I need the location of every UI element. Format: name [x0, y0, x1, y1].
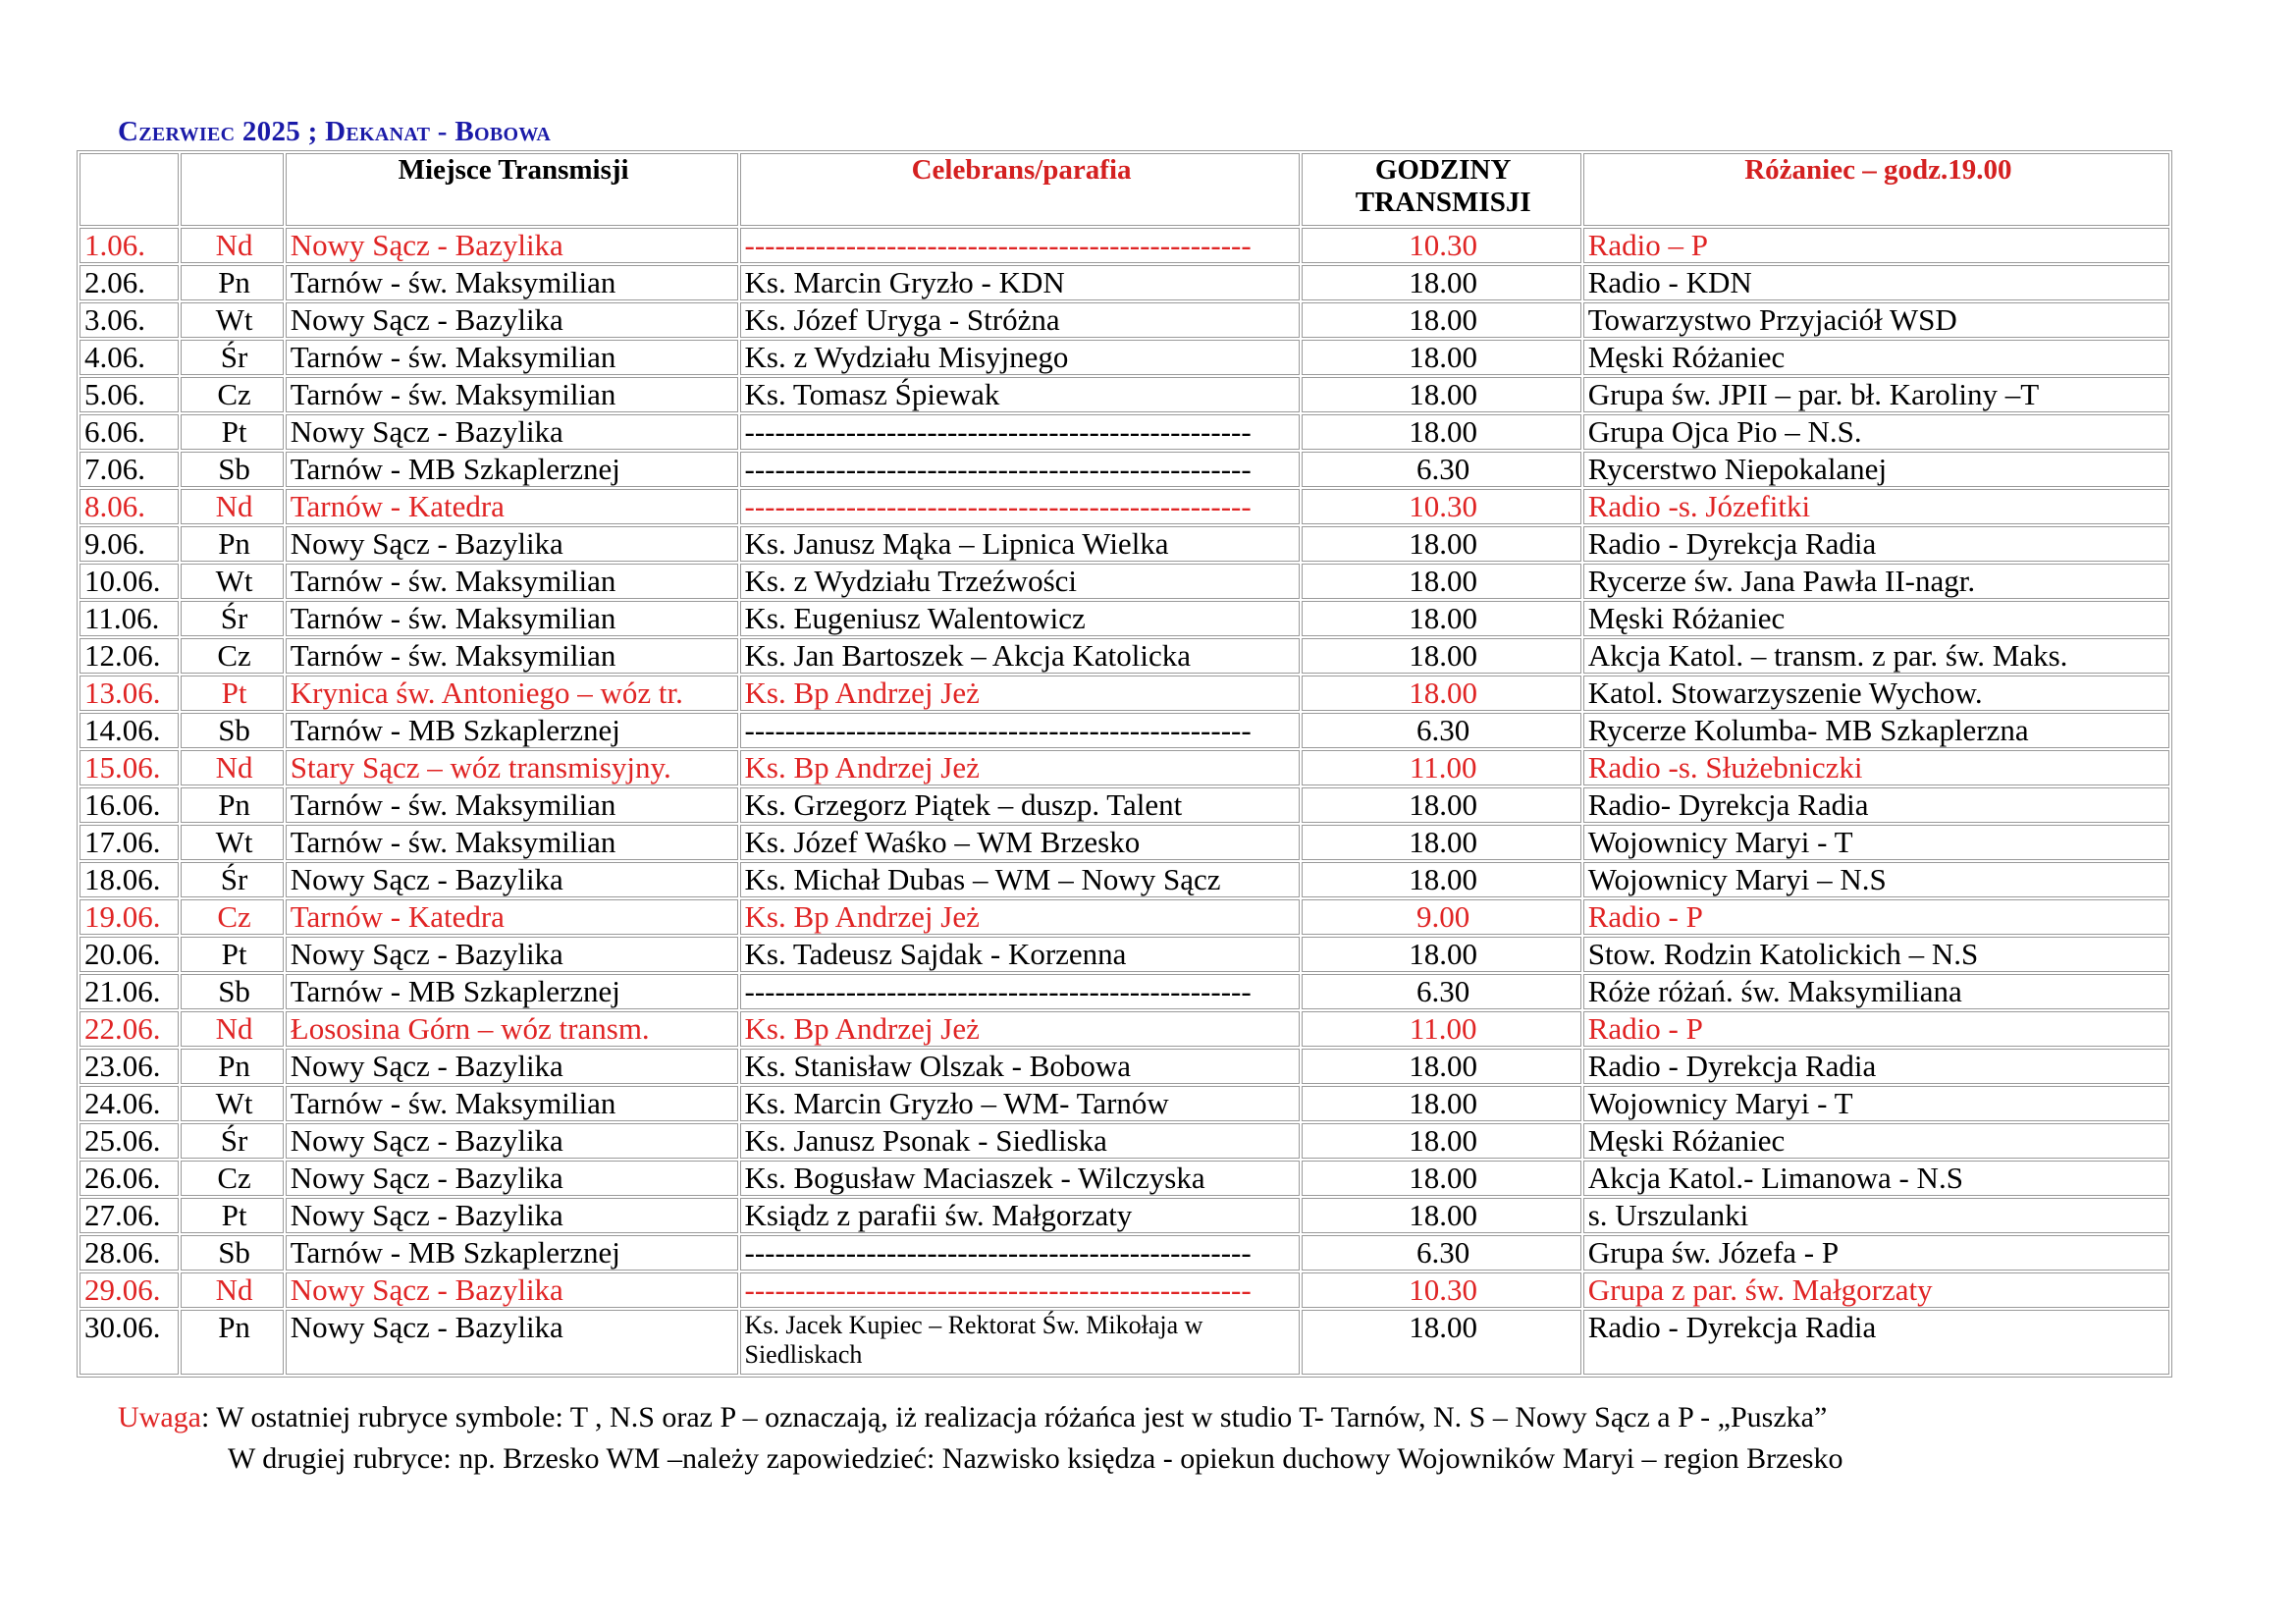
cell-rosary: Rycerze Kolumba- MB Szkaplerzna — [1583, 713, 2169, 748]
cell-date: 18.06. — [80, 862, 179, 897]
table-row — [80, 1086, 2169, 1121]
cell-time: 18.00 — [1302, 937, 1581, 972]
cell-celebrant: Ks. Janusz Psonak - Siedliska — [740, 1123, 1300, 1159]
cell-celebrant: Ks. Bp Andrzej Jeż — [740, 1011, 1300, 1047]
notes-label: Uwaga — [118, 1401, 201, 1434]
cell-place: Tarnów - św. Maksymilian — [286, 265, 738, 300]
cell-date: 1.06. — [80, 228, 179, 263]
cell-date: 3.06. — [80, 302, 179, 338]
cell-rosary: Męski Różaniec — [1583, 340, 2169, 375]
cell-date: 4.06. — [80, 340, 179, 375]
cell-rosary: Męski Różaniec — [1583, 601, 2169, 636]
table-row — [80, 340, 2169, 375]
cell-place: Stary Sącz – wóz transmisyjny. — [286, 750, 738, 785]
cell-celebrant: Ks. Michał Dubas – WM – Nowy Sącz — [740, 862, 1300, 897]
table-row — [80, 489, 2169, 524]
cell-date: 2.06. — [80, 265, 179, 300]
cell-rosary: Wojownicy Maryi - T — [1583, 825, 2169, 860]
cell-date: 11.06. — [80, 601, 179, 636]
cell-place: Nowy Sącz - Bazylika — [286, 1272, 738, 1308]
header-hours — [1302, 153, 1581, 226]
cell-rosary: Radio -s. Józefitki — [1583, 489, 2169, 524]
cell-time: 18.00 — [1302, 414, 1581, 450]
notes-line1 — [118, 1397, 1842, 1438]
cell-celebrant: Ks. Janusz Mąka – Lipnica Wielka — [740, 526, 1300, 562]
cell-date: 28.06. — [80, 1235, 179, 1271]
cell-day: Wt — [181, 302, 283, 338]
cell-rosary: Radio - Dyrekcja Radia — [1583, 1049, 2169, 1084]
table-row — [80, 862, 2169, 897]
cell-day: Nd — [181, 489, 283, 524]
cell-date: 29.06. — [80, 1272, 179, 1308]
cell-rosary: Towarzystwo Przyjaciół WSD — [1583, 302, 2169, 338]
notes — [118, 1397, 1842, 1480]
cell-celebrant: Ks. Józef Waśko – WM Brzesko — [740, 825, 1300, 860]
cell-celebrant: Ks. Jacek Kupiec – Rektorat Św. Mikołaja w Siedliskach — [740, 1310, 1300, 1375]
notes-line2: W drugiej rubryce: np. Brzesko WM –należy zapowiedzieć: Nazwisko księdza - opiekun duchowy Wojowników Maryi – region Brzesko — [228, 1442, 1843, 1475]
cell-time: 18.00 — [1302, 1123, 1581, 1159]
table-row — [80, 1198, 2169, 1233]
cell-rosary: Radio- Dyrekcja Radia — [1583, 787, 2169, 823]
cell-date: 24.06. — [80, 1086, 179, 1121]
cell-day: Pn — [181, 1049, 283, 1084]
cell-celebrant: Ks. Bp Andrzej Jeż — [740, 676, 1300, 711]
cell-place: Nowy Sącz - Bazylika — [286, 1049, 738, 1084]
cell-place: Tarnów - św. Maksymilian — [286, 1086, 738, 1121]
cell-place: Tarnów - św. Maksymilian — [286, 787, 738, 823]
cell-rosary: Wojownicy Maryi – N.S — [1583, 862, 2169, 897]
cell-celebrant: -------------------------------------------------- — [740, 974, 1300, 1009]
table-row — [80, 228, 2169, 263]
cell-place: Nowy Sącz - Bazylika — [286, 1123, 738, 1159]
cell-rosary: Katol. Stowarzyszenie Wychow. — [1583, 676, 2169, 711]
cell-day: Śr — [181, 601, 283, 636]
cell-date: 20.06. — [80, 937, 179, 972]
cell-day: Wt — [181, 564, 283, 599]
table-row — [80, 377, 2169, 412]
cell-time: 11.00 — [1302, 1011, 1581, 1047]
table-row — [80, 564, 2169, 599]
cell-rosary: Męski Różaniec — [1583, 1123, 2169, 1159]
cell-rosary: Grupa św. JPII – par. bł. Karoliny –T — [1583, 377, 2169, 412]
header-row — [80, 153, 2169, 226]
cell-celebrant: -------------------------------------------------- — [740, 452, 1300, 487]
cell-time: 18.00 — [1302, 526, 1581, 562]
cell-rosary: Radio – P — [1583, 228, 2169, 263]
cell-time: 18.00 — [1302, 1086, 1581, 1121]
cell-celebrant: Ks. z Wydziału Trzeźwości — [740, 564, 1300, 599]
cell-day: Pn — [181, 1310, 283, 1375]
cell-time: 18.00 — [1302, 564, 1581, 599]
cell-place: Tarnów - św. Maksymilian — [286, 638, 738, 674]
cell-celebrant: -------------------------------------------------- — [740, 1235, 1300, 1271]
cell-day: Sb — [181, 1235, 283, 1271]
cell-rosary: Radio - Dyrekcja Radia — [1583, 1310, 2169, 1375]
cell-rosary: Radio - P — [1583, 1011, 2169, 1047]
cell-time: 18.00 — [1302, 601, 1581, 636]
cell-celebrant: -------------------------------------------------- — [740, 489, 1300, 524]
cell-date: 25.06. — [80, 1123, 179, 1159]
cell-rosary: Wojownicy Maryi - T — [1583, 1086, 2169, 1121]
cell-day: Nd — [181, 1272, 283, 1308]
cell-day: Pt — [181, 1198, 283, 1233]
table-row — [80, 526, 2169, 562]
cell-day: Sb — [181, 452, 283, 487]
cell-time: 18.00 — [1302, 265, 1581, 300]
cell-place: Tarnów - MB Szkaplerznej — [286, 452, 738, 487]
cell-day: Cz — [181, 638, 283, 674]
cell-celebrant: -------------------------------------------------- — [740, 228, 1300, 263]
table-row — [80, 1272, 2169, 1308]
table-row — [80, 1011, 2169, 1047]
cell-time: 18.00 — [1302, 1198, 1581, 1233]
cell-date: 26.06. — [80, 1161, 179, 1196]
cell-place: Nowy Sącz - Bazylika — [286, 1198, 738, 1233]
cell-date: 14.06. — [80, 713, 179, 748]
cell-time: 18.00 — [1302, 302, 1581, 338]
table-row — [80, 974, 2169, 1009]
table-row — [80, 1123, 2169, 1159]
cell-place: Nowy Sącz - Bazylika — [286, 1161, 738, 1196]
table-row — [80, 302, 2169, 338]
cell-day: Nd — [181, 1011, 283, 1047]
cell-day: Cz — [181, 1161, 283, 1196]
cell-day: Sb — [181, 974, 283, 1009]
cell-place: Tarnów - MB Szkaplerznej — [286, 974, 738, 1009]
table-row — [80, 265, 2169, 300]
cell-place: Nowy Sącz - Bazylika — [286, 862, 738, 897]
cell-time: 10.30 — [1302, 228, 1581, 263]
cell-time: 18.00 — [1302, 638, 1581, 674]
cell-place: Tarnów - MB Szkaplerznej — [286, 713, 738, 748]
cell-rosary: Radio - P — [1583, 899, 2169, 935]
cell-celebrant: Ks. Tadeusz Sajdak - Korzenna — [740, 937, 1300, 972]
cell-celebrant: Ks. Stanisław Olszak - Bobowa — [740, 1049, 1300, 1084]
cell-time: 9.00 — [1302, 899, 1581, 935]
table-row — [80, 1161, 2169, 1196]
header-day — [181, 153, 283, 226]
cell-place: Tarnów - Katedra — [286, 899, 738, 935]
cell-place: Nowy Sącz - Bazylika — [286, 526, 738, 562]
cell-time: 6.30 — [1302, 713, 1581, 748]
cell-place: Łososina Górn – wóz transm. — [286, 1011, 738, 1047]
cell-rosary: Stow. Rodzin Katolickich – N.S — [1583, 937, 2169, 972]
cell-day: Pn — [181, 787, 283, 823]
cell-time: 6.30 — [1302, 974, 1581, 1009]
cell-place: Tarnów - św. Maksymilian — [286, 564, 738, 599]
cell-date: 10.06. — [80, 564, 179, 599]
cell-time: 18.00 — [1302, 377, 1581, 412]
page-title: Czerwiec 2025 ; Dekanat - Bobowa — [118, 116, 552, 147]
cell-date: 16.06. — [80, 787, 179, 823]
cell-celebrant: Ks. Tomasz Śpiewak — [740, 377, 1300, 412]
cell-place: Tarnów - Katedra — [286, 489, 738, 524]
table-row — [80, 787, 2169, 823]
cell-day: Pt — [181, 414, 283, 450]
table-row — [80, 1310, 2169, 1375]
cell-celebrant: Ks. Marcin Gryzło – WM- Tarnów — [740, 1086, 1300, 1121]
cell-rosary: Rycerze św. Jana Pawła II-nagr. — [1583, 564, 2169, 599]
cell-day: Pn — [181, 265, 283, 300]
cell-day: Wt — [181, 1086, 283, 1121]
cell-date: 13.06. — [80, 676, 179, 711]
cell-time: 10.30 — [1302, 489, 1581, 524]
cell-celebrant: Ks. Grzegorz Piątek – duszp. Talent — [740, 787, 1300, 823]
cell-time: 18.00 — [1302, 825, 1581, 860]
table-row — [80, 452, 2169, 487]
header-place: Miejsce Transmisji — [286, 153, 738, 226]
header-date — [80, 153, 179, 226]
cell-date: 27.06. — [80, 1198, 179, 1233]
cell-time: 18.00 — [1302, 1310, 1581, 1375]
cell-date: 6.06. — [80, 414, 179, 450]
cell-place: Tarnów - MB Szkaplerznej — [286, 1235, 738, 1271]
cell-place: Nowy Sącz - Bazylika — [286, 302, 738, 338]
cell-date: 19.06. — [80, 899, 179, 935]
cell-place: Nowy Sącz - Bazylika — [286, 414, 738, 450]
cell-place: Tarnów - św. Maksymilian — [286, 601, 738, 636]
cell-day: Śr — [181, 340, 283, 375]
cell-date: 12.06. — [80, 638, 179, 674]
notes-text1: : W ostatniej rubryce symbole: T , N.S oraz P – oznaczają, iż realizacja różańca jest w studio T- Tarnów, N. S – Nowy Sącz a P - „Puszka” — [200, 1401, 1828, 1434]
cell-rosary: Grupa Ojca Pio – N.S. — [1583, 414, 2169, 450]
cell-rosary: s. Urszulanki — [1583, 1198, 2169, 1233]
cell-celebrant: Ks. z Wydziału Misyjnego — [740, 340, 1300, 375]
cell-date: 15.06. — [80, 750, 179, 785]
cell-time: 18.00 — [1302, 676, 1581, 711]
schedule-table — [77, 150, 2172, 1378]
cell-day: Śr — [181, 862, 283, 897]
cell-time: 18.00 — [1302, 1161, 1581, 1196]
cell-day: Nd — [181, 228, 283, 263]
cell-rosary: Rycerstwo Niepokalanej — [1583, 452, 2169, 487]
cell-date: 9.06. — [80, 526, 179, 562]
cell-day: Śr — [181, 1123, 283, 1159]
cell-time: 18.00 — [1302, 787, 1581, 823]
table-row — [80, 676, 2169, 711]
cell-rosary: Radio - KDN — [1583, 265, 2169, 300]
cell-celebrant: Ks. Jan Bartoszek – Akcja Katolicka — [740, 638, 1300, 674]
cell-celebrant: Ks. Bp Andrzej Jeż — [740, 750, 1300, 785]
cell-celebrant: -------------------------------------------------- — [740, 414, 1300, 450]
table-row — [80, 899, 2169, 935]
cell-celebrant: Ksiądz z parafii św. Małgorzaty — [740, 1198, 1300, 1233]
cell-time: 18.00 — [1302, 1049, 1581, 1084]
cell-day: Pt — [181, 676, 283, 711]
table-row — [80, 750, 2169, 785]
table-row — [80, 825, 2169, 860]
cell-place: Tarnów - św. Maksymilian — [286, 377, 738, 412]
header-hours-line2: TRANSMISJI — [1355, 187, 1531, 218]
cell-celebrant: Ks. Eugeniusz Walentowicz — [740, 601, 1300, 636]
cell-day: Pt — [181, 937, 283, 972]
header-rosary: Różaniec – godz.19.00 — [1583, 153, 2169, 226]
cell-time: 18.00 — [1302, 340, 1581, 375]
cell-date: 7.06. — [80, 452, 179, 487]
header-hours-line1: GODZINY — [1374, 154, 1512, 186]
cell-day: Wt — [181, 825, 283, 860]
cell-rosary: Akcja Katol.- Limanowa - N.S — [1583, 1161, 2169, 1196]
cell-celebrant: Ks. Józef Uryga - Stróżna — [740, 302, 1300, 338]
cell-date: 21.06. — [80, 974, 179, 1009]
cell-place: Nowy Sącz - Bazylika — [286, 937, 738, 972]
cell-celebrant: -------------------------------------------------- — [740, 1272, 1300, 1308]
cell-day: Cz — [181, 899, 283, 935]
cell-rosary: Róże różań. św. Maksymiliana — [1583, 974, 2169, 1009]
cell-day: Sb — [181, 713, 283, 748]
table-row — [80, 1235, 2169, 1271]
cell-time: 6.30 — [1302, 452, 1581, 487]
cell-day: Cz — [181, 377, 283, 412]
cell-place: Nowy Sącz - Bazylika — [286, 228, 738, 263]
cell-rosary: Grupa św. Józefa - P — [1583, 1235, 2169, 1271]
cell-place: Krynica św. Antoniego – wóz tr. — [286, 676, 738, 711]
table-row — [80, 713, 2169, 748]
table-row — [80, 601, 2169, 636]
cell-rosary: Akcja Katol. – transm. z par. św. Maks. — [1583, 638, 2169, 674]
cell-rosary: Grupa z par. św. Małgorzaty — [1583, 1272, 2169, 1308]
table-row — [80, 1049, 2169, 1084]
cell-date: 5.06. — [80, 377, 179, 412]
cell-day: Nd — [181, 750, 283, 785]
cell-place: Tarnów - św. Maksymilian — [286, 825, 738, 860]
cell-date: 8.06. — [80, 489, 179, 524]
cell-date: 23.06. — [80, 1049, 179, 1084]
cell-day: Pn — [181, 526, 283, 562]
cell-date: 22.06. — [80, 1011, 179, 1047]
cell-place: Tarnów - św. Maksymilian — [286, 340, 738, 375]
cell-date: 30.06. — [80, 1310, 179, 1375]
cell-celebrant: Ks. Bogusław Maciaszek - Wilczyska — [740, 1161, 1300, 1196]
cell-time: 10.30 — [1302, 1272, 1581, 1308]
table-row — [80, 638, 2169, 674]
cell-date: 17.06. — [80, 825, 179, 860]
cell-time: 6.30 — [1302, 1235, 1581, 1271]
cell-time: 11.00 — [1302, 750, 1581, 785]
cell-time: 18.00 — [1302, 862, 1581, 897]
cell-celebrant: Ks. Bp Andrzej Jeż — [740, 899, 1300, 935]
cell-place: Nowy Sącz - Bazylika — [286, 1310, 738, 1375]
cell-rosary: Radio - Dyrekcja Radia — [1583, 526, 2169, 562]
table-row — [80, 414, 2169, 450]
cell-celebrant: Ks. Marcin Gryzło - KDN — [740, 265, 1300, 300]
cell-celebrant: -------------------------------------------------- — [740, 713, 1300, 748]
cell-rosary: Radio -s. Służebniczki — [1583, 750, 2169, 785]
header-celebrant: Celebrans/parafia — [740, 153, 1300, 226]
table-row — [80, 937, 2169, 972]
